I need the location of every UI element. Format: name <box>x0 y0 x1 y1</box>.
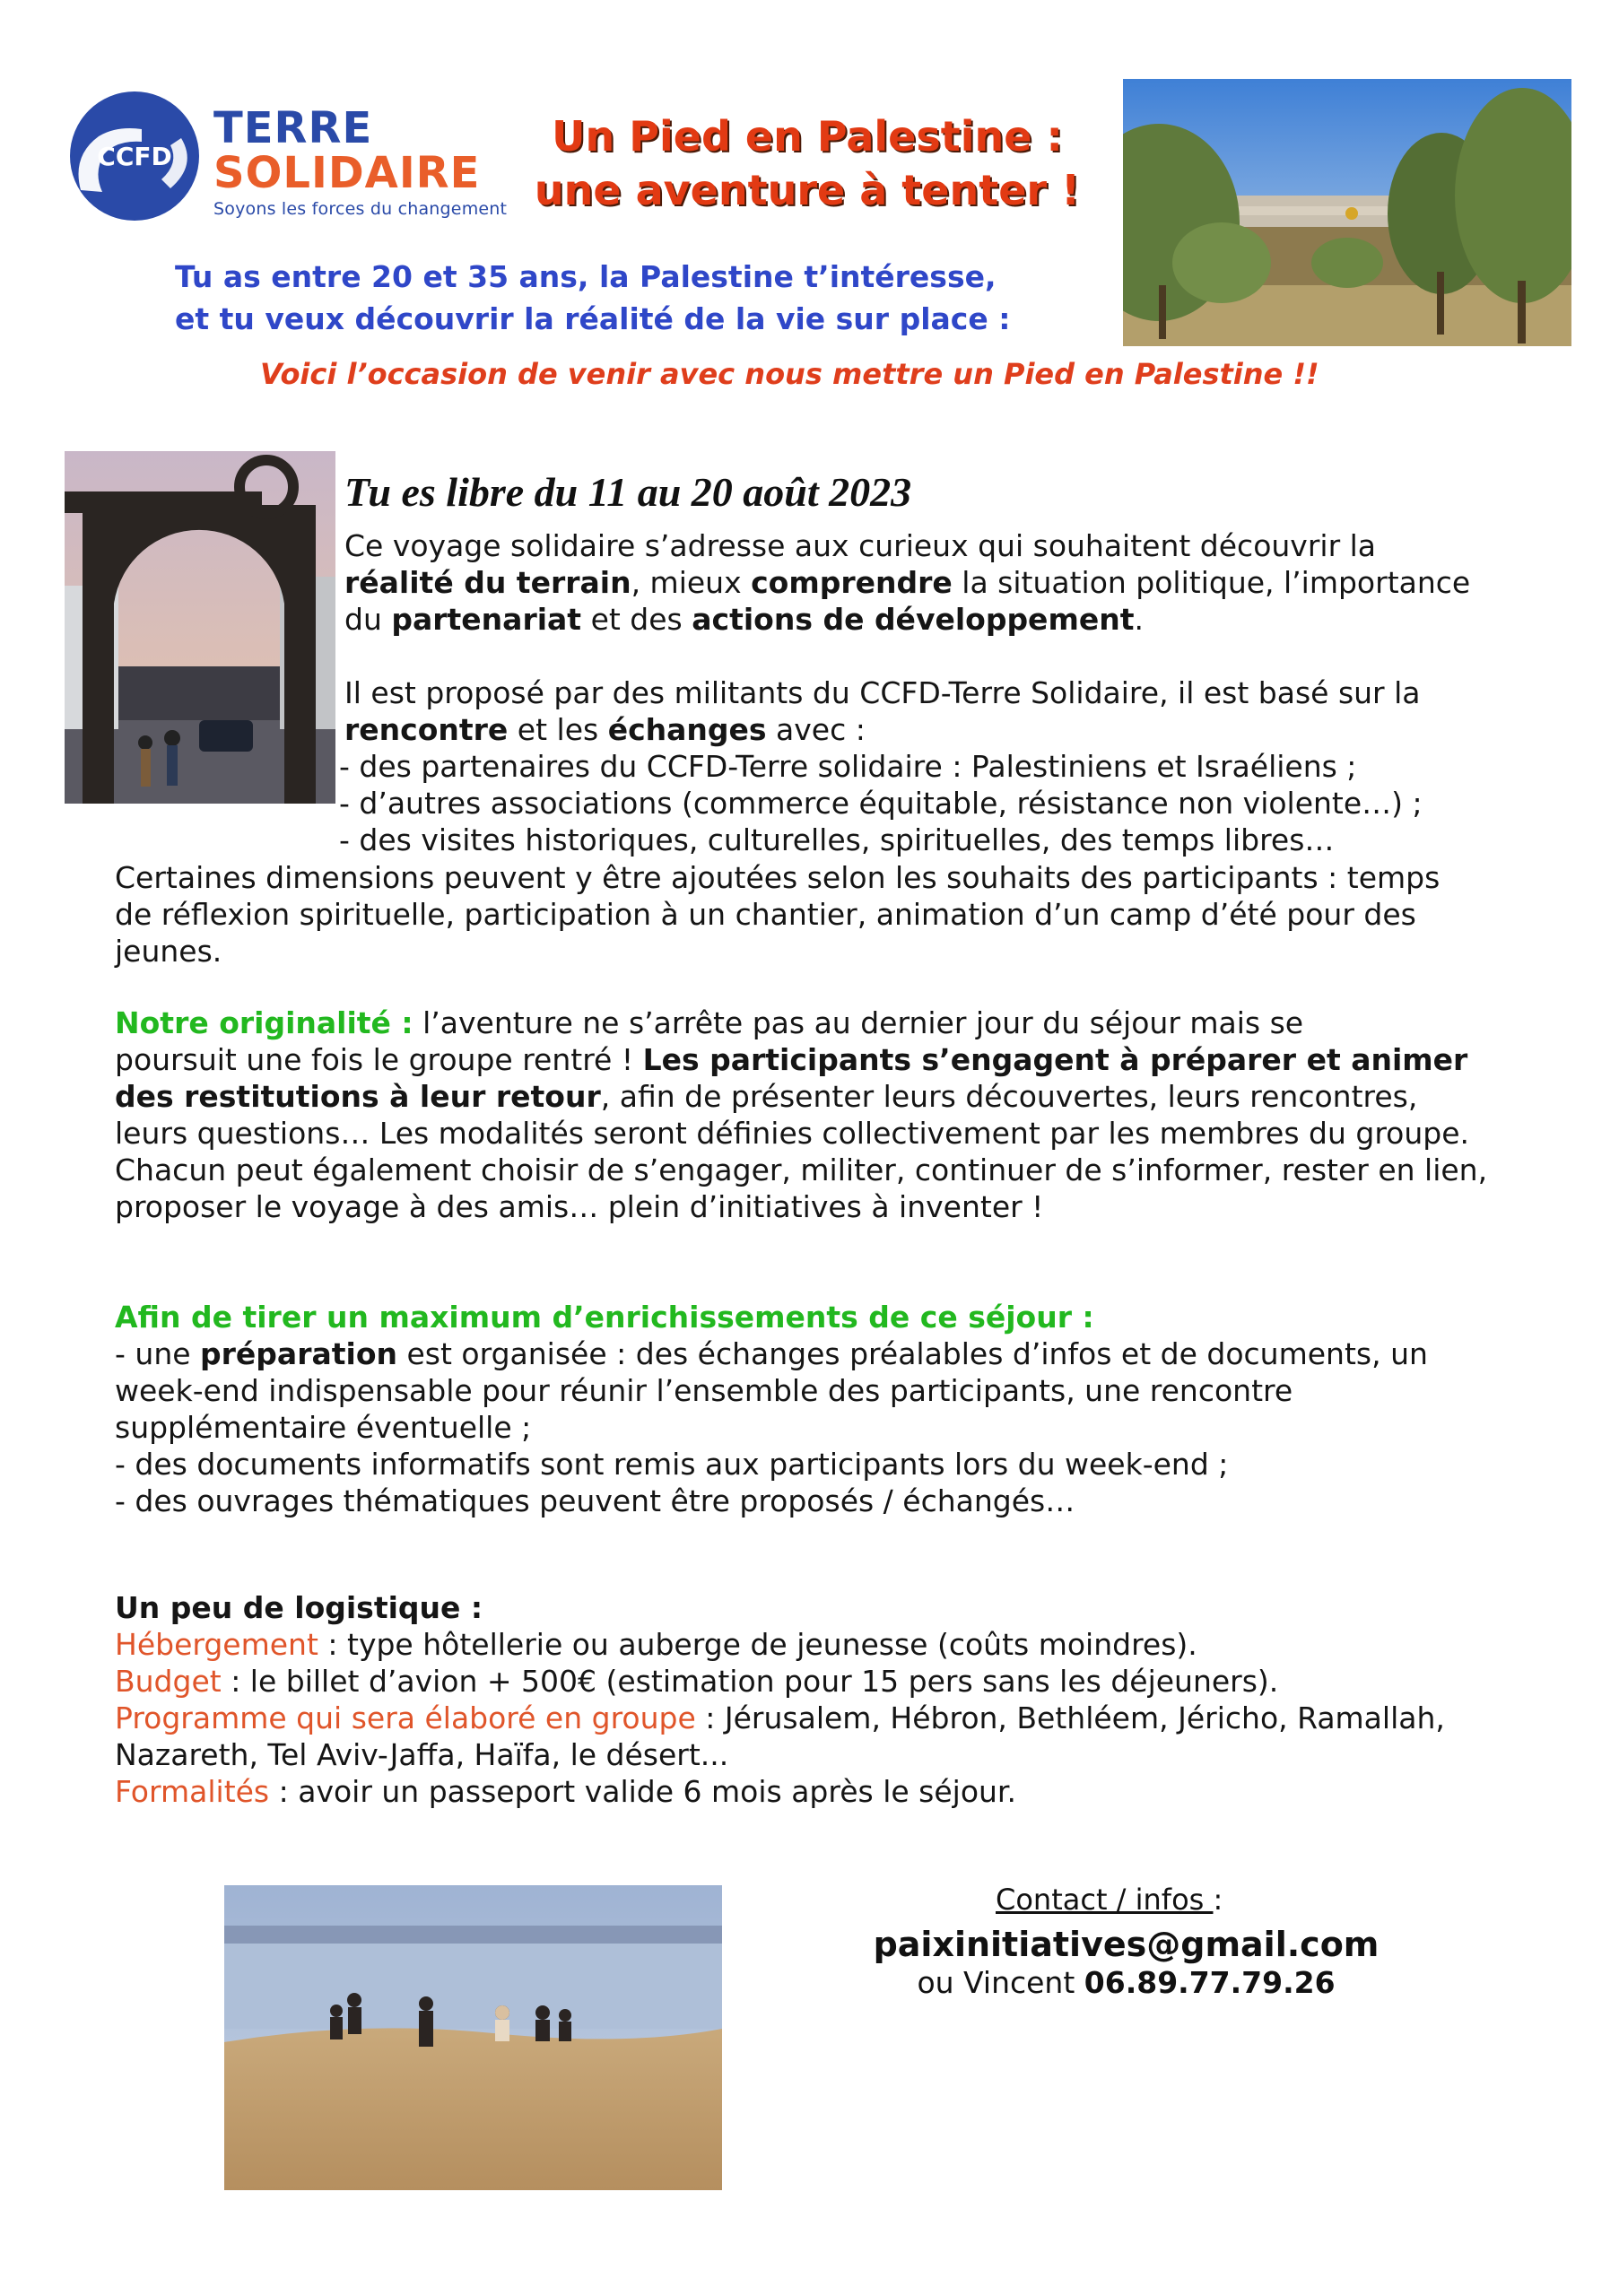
logistics-accommodation: Hébergement : type hôtellerie ou auberge de jeunesse (coûts moindres). <box>115 1627 1197 1662</box>
originality-label: Notre originalité : <box>115 1005 413 1040</box>
p5-line-c: supplémentaire éventuelle ; <box>115 1410 532 1445</box>
occasion-text: Voici l’occasion de venir avec nous mettre un Pied en Palestine !! <box>260 357 1319 391</box>
p4-line-d: leurs questions… Les modalités seront définies collectivement par les membres du groupe. <box>115 1116 1470 1151</box>
p4-line-a: Notre originalité : l’aventure ne s’arrête pas au dernier jour du séjour mais se <box>115 1005 1304 1040</box>
p4-line-e: Chacun peut également choisir de s’engager, militer, continuer de s’informer, rester en lien, <box>115 1152 1488 1187</box>
p5-line-e: - des ouvrages thématiques peuvent être proposés / échangés… <box>115 1483 1075 1518</box>
intro-text <box>175 256 1117 340</box>
title-line-1: Un Pied en Palestine : <box>552 112 1063 161</box>
logo-solidaire: SOLIDAIRE <box>213 148 481 198</box>
logo-terre: TERRE <box>213 103 373 153</box>
p2-list-item-2: - d’autres associations (commerce équitable, résistance non violente…) ; <box>339 786 1423 821</box>
title-line-2: une aventure à tenter ! <box>534 166 1081 214</box>
p3-line-b: de réflexion spirituelle, participation à un chantier, animation d’un camp d’été pour des <box>115 897 1416 932</box>
page-title <box>502 109 1112 217</box>
p2-line-a: Il est proposé par des militants du CCFD-Terre Solidaire, il est basé sur la <box>344 675 1421 710</box>
p2-list-item-3: - des visites historiques, culturelles, spirituelles, des temps libres… <box>339 822 1335 857</box>
paragraph-dimensions <box>115 859 1532 970</box>
p4-line-f: proposer le voyage à des amis… plein d’initiatives à inventer ! <box>115 1189 1044 1224</box>
jerusalem-olive-grove-photo <box>1123 79 1571 346</box>
p3-line-a: Certaines dimensions peuvent y être ajoutées selon les souhaits des participants : temps <box>115 860 1441 895</box>
contact-email-link[interactable]: paixinitiatives@gmail.com <box>873 1925 1380 1964</box>
logistics-formalities: Formalités : avoir un passeport valide 6 mois après le séjour. <box>115 1774 1016 1809</box>
key-arch-street-photo <box>65 451 335 804</box>
desert-hill-group-photo <box>224 1885 722 2190</box>
p4-line-b: poursuit une fois le groupe rentré ! Les participants s’engagent à préparer et animer <box>115 1042 1468 1077</box>
p5-line-b: week-end indispensable pour réunir l’ensemble des participants, une rencontre <box>115 1373 1293 1408</box>
paragraph-purpose <box>344 527 1537 638</box>
contact-label: Contact / infos : <box>996 1883 1223 1917</box>
p1-line-b: réalité du terrain, mieux comprendre la situation politique, l’importance <box>344 565 1471 600</box>
p5-line-a: - une préparation est organisée : des échanges préalables d’infos et de documents, un <box>115 1336 1428 1371</box>
logistics-label: Un peu de logistique : <box>115 1590 483 1625</box>
p4-line-c: des restitutions à leur retour, afin de présenter leurs découvertes, leurs rencontres, <box>115 1079 1418 1114</box>
paragraph-originality <box>115 1004 1532 1225</box>
p1-line-c: du partenariat et des actions de développement. <box>344 602 1144 637</box>
intro-line-2: et tu veux découvrir la réalité de la vie sur place : <box>175 301 1011 336</box>
intro-line-1: Tu as entre 20 et 35 ans, la Palestine t’intéresse, <box>175 259 997 294</box>
p1-line-a: Ce voyage solidaire s’adresse aux curieux qui souhaitent découvrir la <box>344 528 1377 563</box>
p5-line-d: - des documents informatifs sont remis aux participants lors du week-end ; <box>115 1447 1229 1482</box>
p2-list-item-1: - des partenaires du CCFD-Terre solidaire : Palestiniens et Israéliens ; <box>339 749 1357 784</box>
logistics-programme: Programme qui sera élaboré en groupe : Jérusalem, Hébron, Bethléem, Jéricho, Ramallah, <box>115 1700 1445 1735</box>
contact-phone: ou Vincent 06.89.77.79.26 <box>917 1965 1336 2000</box>
logo-badge: CCFD <box>97 142 172 171</box>
paragraph-logistics <box>115 1589 1532 1810</box>
paragraph-preparation <box>115 1299 1532 1519</box>
paragraph-organizers <box>339 674 1537 858</box>
dates-heading: Tu es libre du 11 au 20 août 2023 <box>344 469 912 515</box>
logo-wordmark <box>213 103 508 219</box>
preparation-label: Afin de tirer un maximum d’enrichissements de ce séjour : <box>115 1300 1094 1335</box>
logo-tagline: Soyons les forces du changement <box>213 199 508 219</box>
p2-line-b: rencontre et les échanges avec : <box>344 712 866 747</box>
phone-number: 06.89.77.79.26 <box>1084 1965 1336 2000</box>
logistics-programme-cont: Nazareth, Tel Aviv-Jaffa, Haïfa, le désert... <box>115 1737 729 1772</box>
p3-line-c: jeunes. <box>115 934 222 969</box>
ccfd-logo-mark <box>63 83 215 226</box>
logistics-budget: Budget : le billet d’avion + 500€ (estimation pour 15 pers sans les déjeuners). <box>115 1664 1279 1699</box>
